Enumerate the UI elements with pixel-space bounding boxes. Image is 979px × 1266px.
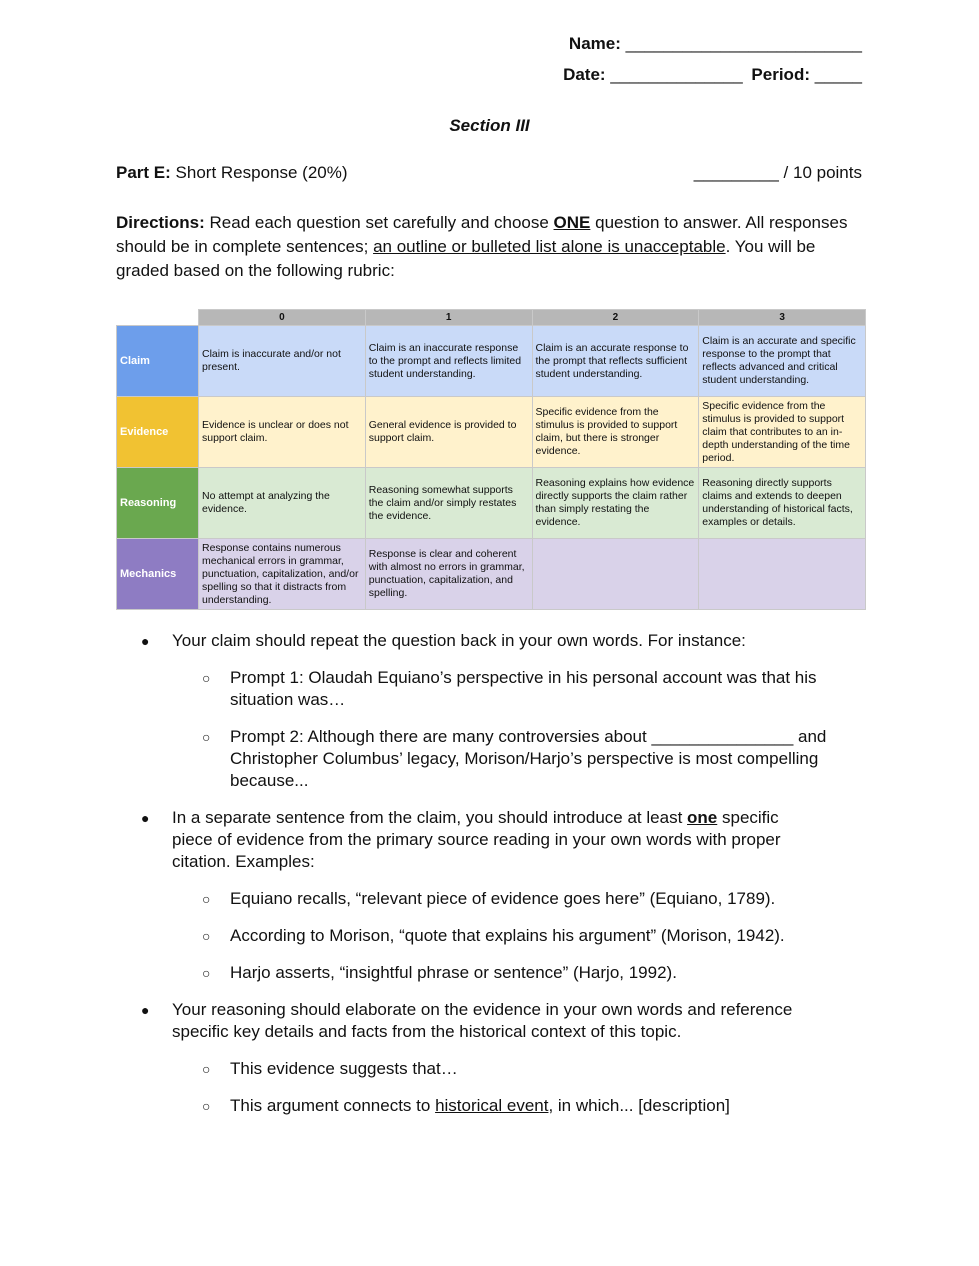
circle-bullet-icon: ○	[202, 928, 211, 944]
rubric-row-label: Claim	[117, 326, 199, 397]
circle-bullet-icon: ○	[202, 965, 211, 981]
directions-text1: Read each question set carefully and choose	[209, 213, 549, 232]
directions	[116, 211, 866, 283]
list-item	[116, 726, 846, 792]
bullet-text: According to Morison, “quote that explains his argument” (Morison, 1942).	[230, 926, 785, 945]
rubric-cell: Reasoning explains how evidence directly supports the claim rather than simply restating the evidence.	[532, 468, 699, 539]
list-item	[116, 667, 846, 711]
rubric-cell: Claim is an inaccurate response to the prompt and reflects limited student understanding.	[365, 326, 532, 397]
rubric-row-evidence	[117, 397, 866, 468]
rubric-row-claim	[117, 326, 866, 397]
bullet-text: Harjo asserts, “insightful phrase or sentence” (Harjo, 1992).	[230, 963, 677, 982]
rubric-cell: General evidence is provided to support claim.	[365, 397, 532, 468]
bullet-text: Equiano recalls, “relevant piece of evidence goes here” (Equiano, 1789).	[230, 889, 776, 908]
rubric-col-1: 1	[365, 310, 532, 326]
bullet-icon: ●	[141, 633, 150, 649]
rubric-corner	[117, 310, 199, 326]
points-text: / 10 points	[783, 163, 862, 182]
rubric-cell: Reasoning directly supports claims and extends to deepen understanding of historical facts, examples or details.	[699, 468, 866, 539]
rubric-cell	[532, 539, 699, 610]
list-item	[116, 1058, 876, 1080]
bullet-emphasis: one	[687, 808, 718, 827]
rubric-row-label: Evidence	[117, 397, 199, 468]
part-label: Part E:	[116, 163, 171, 182]
date-label: Date:	[563, 65, 606, 84]
period-blank[interactable]: _____	[814, 65, 862, 84]
rubric-cell: Evidence is unclear or does not support claim.	[199, 397, 366, 468]
bullet-text: Prompt 2: Although there are many controversies about _______________ and Christopher Columbus’ legacy, Morison/Harjo’s perspective is most compelling because...	[230, 727, 827, 790]
bullet-text: Your claim should repeat the question back in your own words. For instance:	[172, 631, 746, 650]
rubric-col-2: 2	[532, 310, 699, 326]
section-title: Section III	[449, 116, 530, 135]
directions-emphasis: ONE	[553, 213, 591, 232]
instructions-list	[116, 630, 876, 1117]
rubric-row-reasoning	[117, 468, 866, 539]
points-line	[694, 163, 862, 183]
period-label: Period:	[751, 65, 810, 84]
rubric-cell: Specific evidence from the stimulus is provided to support claim that contributes to an in-depth understanding of the time period.	[699, 397, 866, 468]
name-label: Name:	[568, 34, 621, 53]
date-period-line	[563, 65, 862, 85]
list-item	[116, 962, 876, 984]
bullet-text-post: , in which... [description]	[548, 1096, 730, 1115]
rubric-cell	[699, 539, 866, 610]
circle-bullet-icon: ○	[202, 1061, 211, 1077]
rubric-cell: Response is clear and coherent with almost no errors in grammar, punctuation, capitalization, and spelling.	[365, 539, 532, 610]
bullet-text-pre: This argument connects to	[230, 1096, 431, 1115]
bullet-text-post: specific piece of evidence from the primary source reading in your own words with proper citation. Examples:	[172, 808, 781, 871]
rubric-col-0: 0	[199, 310, 366, 326]
list-item	[116, 630, 876, 652]
rubric-header-row	[117, 310, 866, 326]
list-item	[116, 807, 812, 873]
rubric-row-label: Reasoning	[117, 468, 199, 539]
circle-bullet-icon: ○	[202, 891, 211, 907]
date-blank[interactable]: ______________	[610, 65, 743, 84]
historical-event-link: historical event	[435, 1096, 549, 1115]
bullet-icon: ●	[141, 1002, 150, 1018]
rubric-cell: Reasoning somewhat supports the claim and/or simply restates the evidence.	[365, 468, 532, 539]
rubric-table	[116, 309, 866, 610]
part-text: Short Response (20%)	[175, 163, 348, 182]
list-item	[116, 925, 876, 947]
circle-bullet-icon: ○	[202, 670, 211, 686]
bullet-icon: ●	[141, 810, 150, 826]
list-item	[116, 888, 876, 910]
part-heading	[116, 163, 348, 183]
rubric-cell: Claim is inaccurate and/or not present.	[199, 326, 366, 397]
rubric-row-mechanics	[117, 539, 866, 610]
rubric-cell: Claim is an accurate response to the prompt that reflects sufficient student understanding.	[532, 326, 699, 397]
rubric-cell: Response contains numerous mechanical errors in grammar, punctuation, capitalization, and/or spelling so that it distracts from understanding.	[199, 539, 366, 610]
directions-text3: . You will be graded based on the following rubric:	[116, 237, 816, 280]
list-item	[116, 1095, 876, 1117]
bullet-text: Your reasoning should elaborate on the evidence in your own words and reference specific key details and facts from the historical context of this topic.	[172, 1000, 793, 1041]
rubric-cell: Specific evidence from the stimulus is provided to support claim, but there is stronger evidence.	[532, 397, 699, 468]
rubric-cell: Claim is an accurate and specific response to the prompt that reflects advanced and critical student understanding.	[699, 326, 866, 397]
circle-bullet-icon: ○	[202, 1098, 211, 1114]
rubric-cell: No attempt at analyzing the evidence.	[199, 468, 366, 539]
directions-text2: question to answer. All responses should be in complete sentences;	[116, 213, 848, 256]
rubric-col-3: 3	[699, 310, 866, 326]
bullet-text-pre: In a separate sentence from the claim, you should introduce at least	[172, 808, 683, 827]
circle-bullet-icon: ○	[202, 729, 211, 745]
points-blank[interactable]: _________	[693, 163, 779, 182]
directions-label: Directions:	[116, 213, 205, 232]
list-item	[116, 999, 852, 1043]
bullet-text: This evidence suggests that…	[230, 1059, 458, 1078]
directions-underlined: an outline or bulleted list alone is unacceptable	[373, 237, 726, 256]
name-line	[569, 34, 862, 54]
bullet-text: Prompt 1: Olaudah Equiano’s perspective in his personal account was that his situation was…	[230, 668, 817, 709]
name-blank[interactable]: _________________________	[625, 34, 862, 53]
rubric-row-label: Mechanics	[117, 539, 199, 610]
